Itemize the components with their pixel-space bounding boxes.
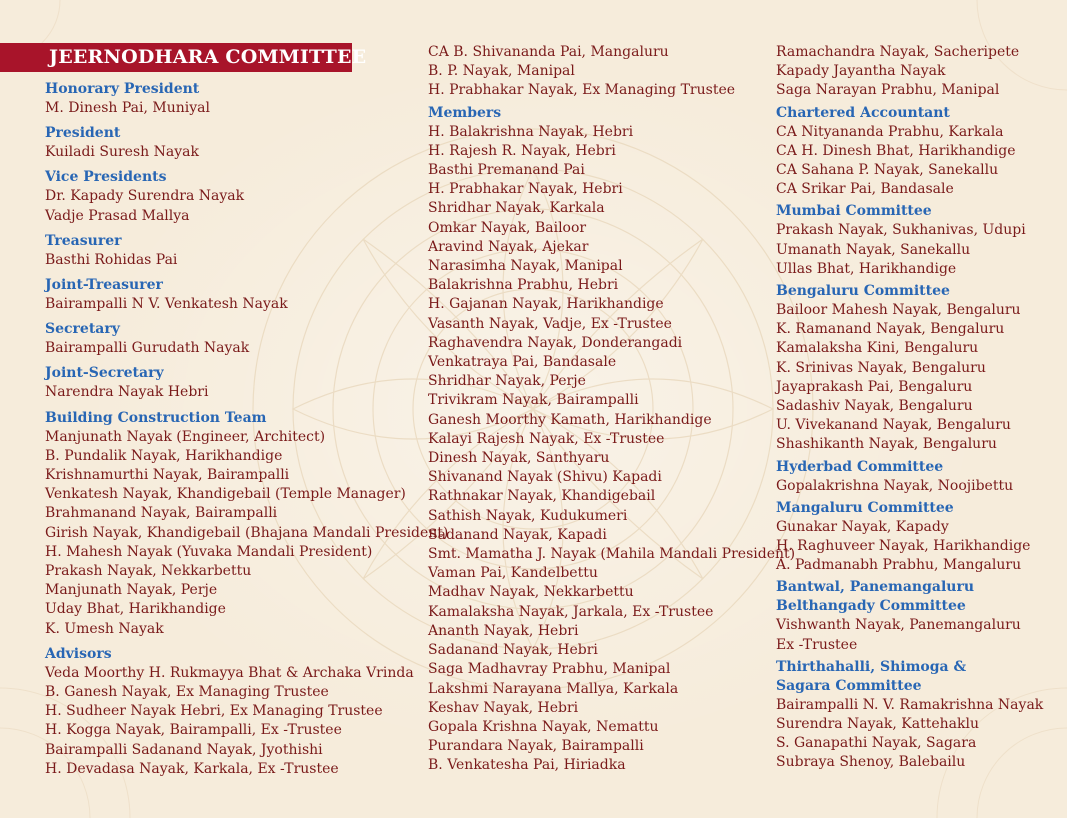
member-name: Gopala Krishna Nayak, Nemattu [428, 718, 659, 735]
member-name: CA Nityananda Prabhu, Karkala [776, 123, 1004, 140]
section-heading: Treasurer [45, 232, 122, 249]
section-heading: Members [428, 104, 502, 121]
member-name: Narasimha Nayak, Manipal [428, 258, 623, 275]
committee-section [776, 658, 1043, 773]
member-name: Smt. Mamatha J. Nayak (Mahila Mandali President) [428, 546, 796, 563]
member-name: H. Prabhakar Nayak, Ex Managing Trustee [428, 82, 736, 99]
member-name: Sadanand Nayak, Hebri [428, 642, 598, 659]
member-name: Subraya Shenoy, Balebailu [776, 754, 966, 771]
committee-section [45, 320, 448, 358]
committee-section [776, 458, 1043, 496]
member-name: Kapady Jayantha Nayak [776, 63, 946, 80]
member-name: Brahmanand Nayak, Bairampalli [45, 505, 278, 522]
member-name: S. Ganapathi Nayak, Sagara [776, 735, 977, 752]
section-heading: Building Construction Team [45, 409, 267, 426]
member-name: Madhav Nayak, Nekkarbettu [428, 584, 634, 601]
member-name: Purandara Nayak, Bairampalli [428, 738, 644, 755]
section-heading: Belthangady Committee [776, 598, 966, 615]
committee-section [776, 282, 1043, 455]
section-heading: Chartered Accountant [776, 104, 950, 121]
member-name: B. Ganesh Nayak, Ex Managing Trustee [45, 684, 329, 701]
section-heading: Bengaluru Committee [776, 283, 950, 300]
section-heading: Bantwal, Panemangaluru [776, 579, 975, 596]
member-name: Uday Bhat, Harikhandige [45, 601, 226, 618]
member-name: Saga Madhavray Prabhu, Manipal [428, 661, 671, 678]
committee-section [776, 499, 1043, 576]
member-name: Sadanand Nayak, Kapadi [428, 526, 607, 543]
member-name: Ganesh Moorthy Kamath, Harikhandige [428, 411, 712, 428]
member-name: Narendra Nayak Hebri [45, 384, 209, 401]
member-name: H. Mahesh Nayak (Yuvaka Mandali President) [45, 543, 373, 560]
member-name: CA H. Dinesh Bhat, Harikhandige [776, 142, 1016, 159]
member-name: Vasanth Nayak, Vadje, Ex -Trustee [428, 315, 672, 332]
committee-section [45, 232, 448, 270]
committee-section [45, 276, 448, 314]
member-name: Balakrishna Prabhu, Hebri [428, 277, 619, 294]
member-name: H. Balakrishna Nayak, Hebri [428, 123, 634, 140]
section-heading: Sagara Committee [776, 677, 922, 694]
member-name: Manjunath Nayak, Perje [45, 582, 218, 599]
member-name: Bairampalli Gurudath Nayak [45, 340, 250, 357]
section-heading: Hyderbad Committee [776, 458, 944, 475]
section-heading: Honorary President [45, 81, 200, 97]
member-name: Raghavendra Nayak, Donderangadi [428, 334, 683, 351]
section-heading: Secretary [45, 321, 120, 338]
member-name: Vadje Prasad Mallya [45, 207, 190, 224]
member-name: Jayaprakash Pai, Bengaluru [776, 378, 973, 395]
member-name: Lakshmi Narayana Mallya, Karkala [428, 680, 679, 697]
member-name: Bairampalli N V. Venkatesh Nayak [45, 296, 288, 313]
member-name: Basthi Premanand Pai [428, 162, 585, 179]
member-name: Kuiladi Suresh Nayak [45, 144, 199, 161]
committee-section [45, 124, 448, 162]
column-1 [45, 80, 448, 779]
section-heading: Vice Presidents [45, 169, 167, 186]
committee-section [45, 645, 448, 779]
member-name: M. Dinesh Pai, Muniyal [45, 100, 210, 116]
member-name: Bairampalli Sadanand Nayak, Jyothishi [45, 741, 323, 758]
member-name: Ananth Nayak, Hebri [428, 622, 579, 639]
section-heading: Mangaluru Committee [776, 499, 954, 516]
member-name: B. Venkatesha Pai, Hiriadka [428, 757, 626, 774]
member-name: Gopalakrishna Nayak, Noojibettu [776, 477, 1014, 494]
member-name: H. Prabhakar Nayak, Hebri [428, 181, 623, 198]
member-name: H. Gajanan Nayak, Harikhandige [428, 296, 664, 313]
member-name: Saga Narayan Prabhu, Manipal [776, 82, 1000, 99]
member-name: Kalayi Rajesh Nayak, Ex -Trustee [428, 430, 665, 447]
member-name: K. Ramanand Nayak, Bengaluru [776, 321, 1005, 338]
member-name: Krishnamurthi Nayak, Bairampalli [45, 467, 290, 484]
member-name: Kamalaksha Kini, Bengaluru [776, 340, 979, 357]
member-name: H. Devadasa Nayak, Karkala, Ex -Trustee [45, 760, 339, 777]
member-name: Shridhar Nayak, Karkala [428, 200, 605, 217]
member-name: Sadashiv Nayak, Bengaluru [776, 398, 973, 415]
section-heading: Mumbai Committee [776, 203, 932, 220]
member-name: Vaman Pai, Kandelbettu [428, 565, 598, 582]
member-name: Basthi Rohidas Pai [45, 251, 178, 268]
member-name: B. P. Nayak, Manipal [428, 63, 575, 80]
member-name: Venkatesh Nayak, Khandigebail (Temple Manager) [45, 486, 406, 503]
committee-section [428, 104, 795, 776]
committee-section [776, 43, 1043, 101]
member-name: Surendra Nayak, Kattehaklu [776, 716, 979, 733]
member-name: Ex -Trustee [776, 636, 858, 653]
member-name: Prakash Nayak, Nekkarbettu [45, 563, 252, 580]
member-name: Omkar Nayak, Bailoor [428, 219, 587, 236]
member-name: Shridhar Nayak, Perje [428, 373, 586, 390]
member-name: CA B. Shivananda Pai, Mangaluru [428, 44, 669, 60]
section-heading: President [45, 125, 121, 142]
member-name: Sathish Nayak, Kudukumeri [428, 507, 628, 524]
member-name: K. Srinivas Nayak, Bengaluru [776, 359, 986, 376]
committee-section [45, 168, 448, 225]
member-name: Gunakar Nayak, Kapady [776, 518, 949, 535]
member-name: Veda Moorthy H. Rukmayya Bhat & Archaka Vrinda [45, 664, 414, 681]
member-name: Girish Nayak, Khandigebail (Bhajana Mandali President) [45, 524, 449, 541]
section-heading: Joint-Treasurer [45, 277, 163, 294]
column-3 [776, 43, 1043, 773]
member-name: H. Sudheer Nayak Hebri, Ex Managing Trustee [45, 703, 383, 720]
member-name: Manjunath Nayak (Engineer, Architect) [45, 428, 326, 445]
page-title: JEERNODHARA COMMITTEE [0, 43, 352, 72]
member-name: Kamalaksha Nayak, Jarkala, Ex -Trustee [428, 603, 714, 620]
committee-section [45, 364, 448, 402]
member-name: Shivanand Nayak (Shivu) Kapadi [428, 469, 662, 486]
committee-section [776, 104, 1043, 200]
section-heading: Thirthahalli, Shimoga & [776, 658, 967, 675]
member-name: Ullas Bhat, Harikhandige [776, 260, 957, 277]
member-name: Ramachandra Nayak, Sacheripete [776, 44, 1020, 60]
committee-section [776, 202, 1043, 279]
member-name: H. Raghuveer Nayak, Harikhandige [776, 538, 1031, 555]
member-name: K. Umesh Nayak [45, 620, 164, 637]
committee-section [45, 80, 448, 118]
member-name: H. Kogga Nayak, Bairampalli, Ex -Trustee [45, 722, 342, 739]
member-name: U. Vivekanand Nayak, Bengaluru [776, 417, 1011, 434]
committee-section [45, 409, 448, 639]
column-2 [428, 43, 795, 776]
committee-section [428, 43, 795, 101]
member-name: A. Padmanabh Prabhu, Mangaluru [776, 557, 1022, 574]
member-name: Aravind Nayak, Ajekar [428, 238, 589, 255]
member-name: B. Pundalik Nayak, Harikhandige [45, 447, 283, 464]
section-heading: Joint-Secretary [45, 365, 164, 382]
member-name: Keshav Nayak, Hebri [428, 699, 579, 716]
member-name: CA Srikar Pai, Bandasale [776, 181, 954, 198]
member-name: Venkatraya Pai, Bandasale [428, 354, 617, 371]
member-name: H. Rajesh R. Nayak, Hebri [428, 142, 616, 159]
member-name: Dr. Kapady Surendra Nayak [45, 188, 245, 205]
member-name: Vishwanth Nayak, Panemangaluru [776, 617, 1021, 634]
committee-section [776, 578, 1043, 654]
member-name: Shashikanth Nayak, Bengaluru [776, 436, 997, 453]
member-name: Prakash Nayak, Sukhanivas, Udupi [776, 222, 1026, 239]
member-name: Trivikram Nayak, Bairampalli [428, 392, 639, 409]
member-name: Umanath Nayak, Sanekallu [776, 241, 971, 258]
member-name: Bailoor Mahesh Nayak, Bengaluru [776, 302, 1021, 319]
member-name: Bairampalli N. V. Ramakrishna Nayak [776, 696, 1044, 713]
member-name: Dinesh Nayak, Santhyaru [428, 450, 610, 467]
member-name: CA Sahana P. Nayak, Sanekallu [776, 162, 999, 179]
section-heading: Advisors [45, 645, 112, 662]
member-name: Rathnakar Nayak, Khandigebail [428, 488, 656, 505]
